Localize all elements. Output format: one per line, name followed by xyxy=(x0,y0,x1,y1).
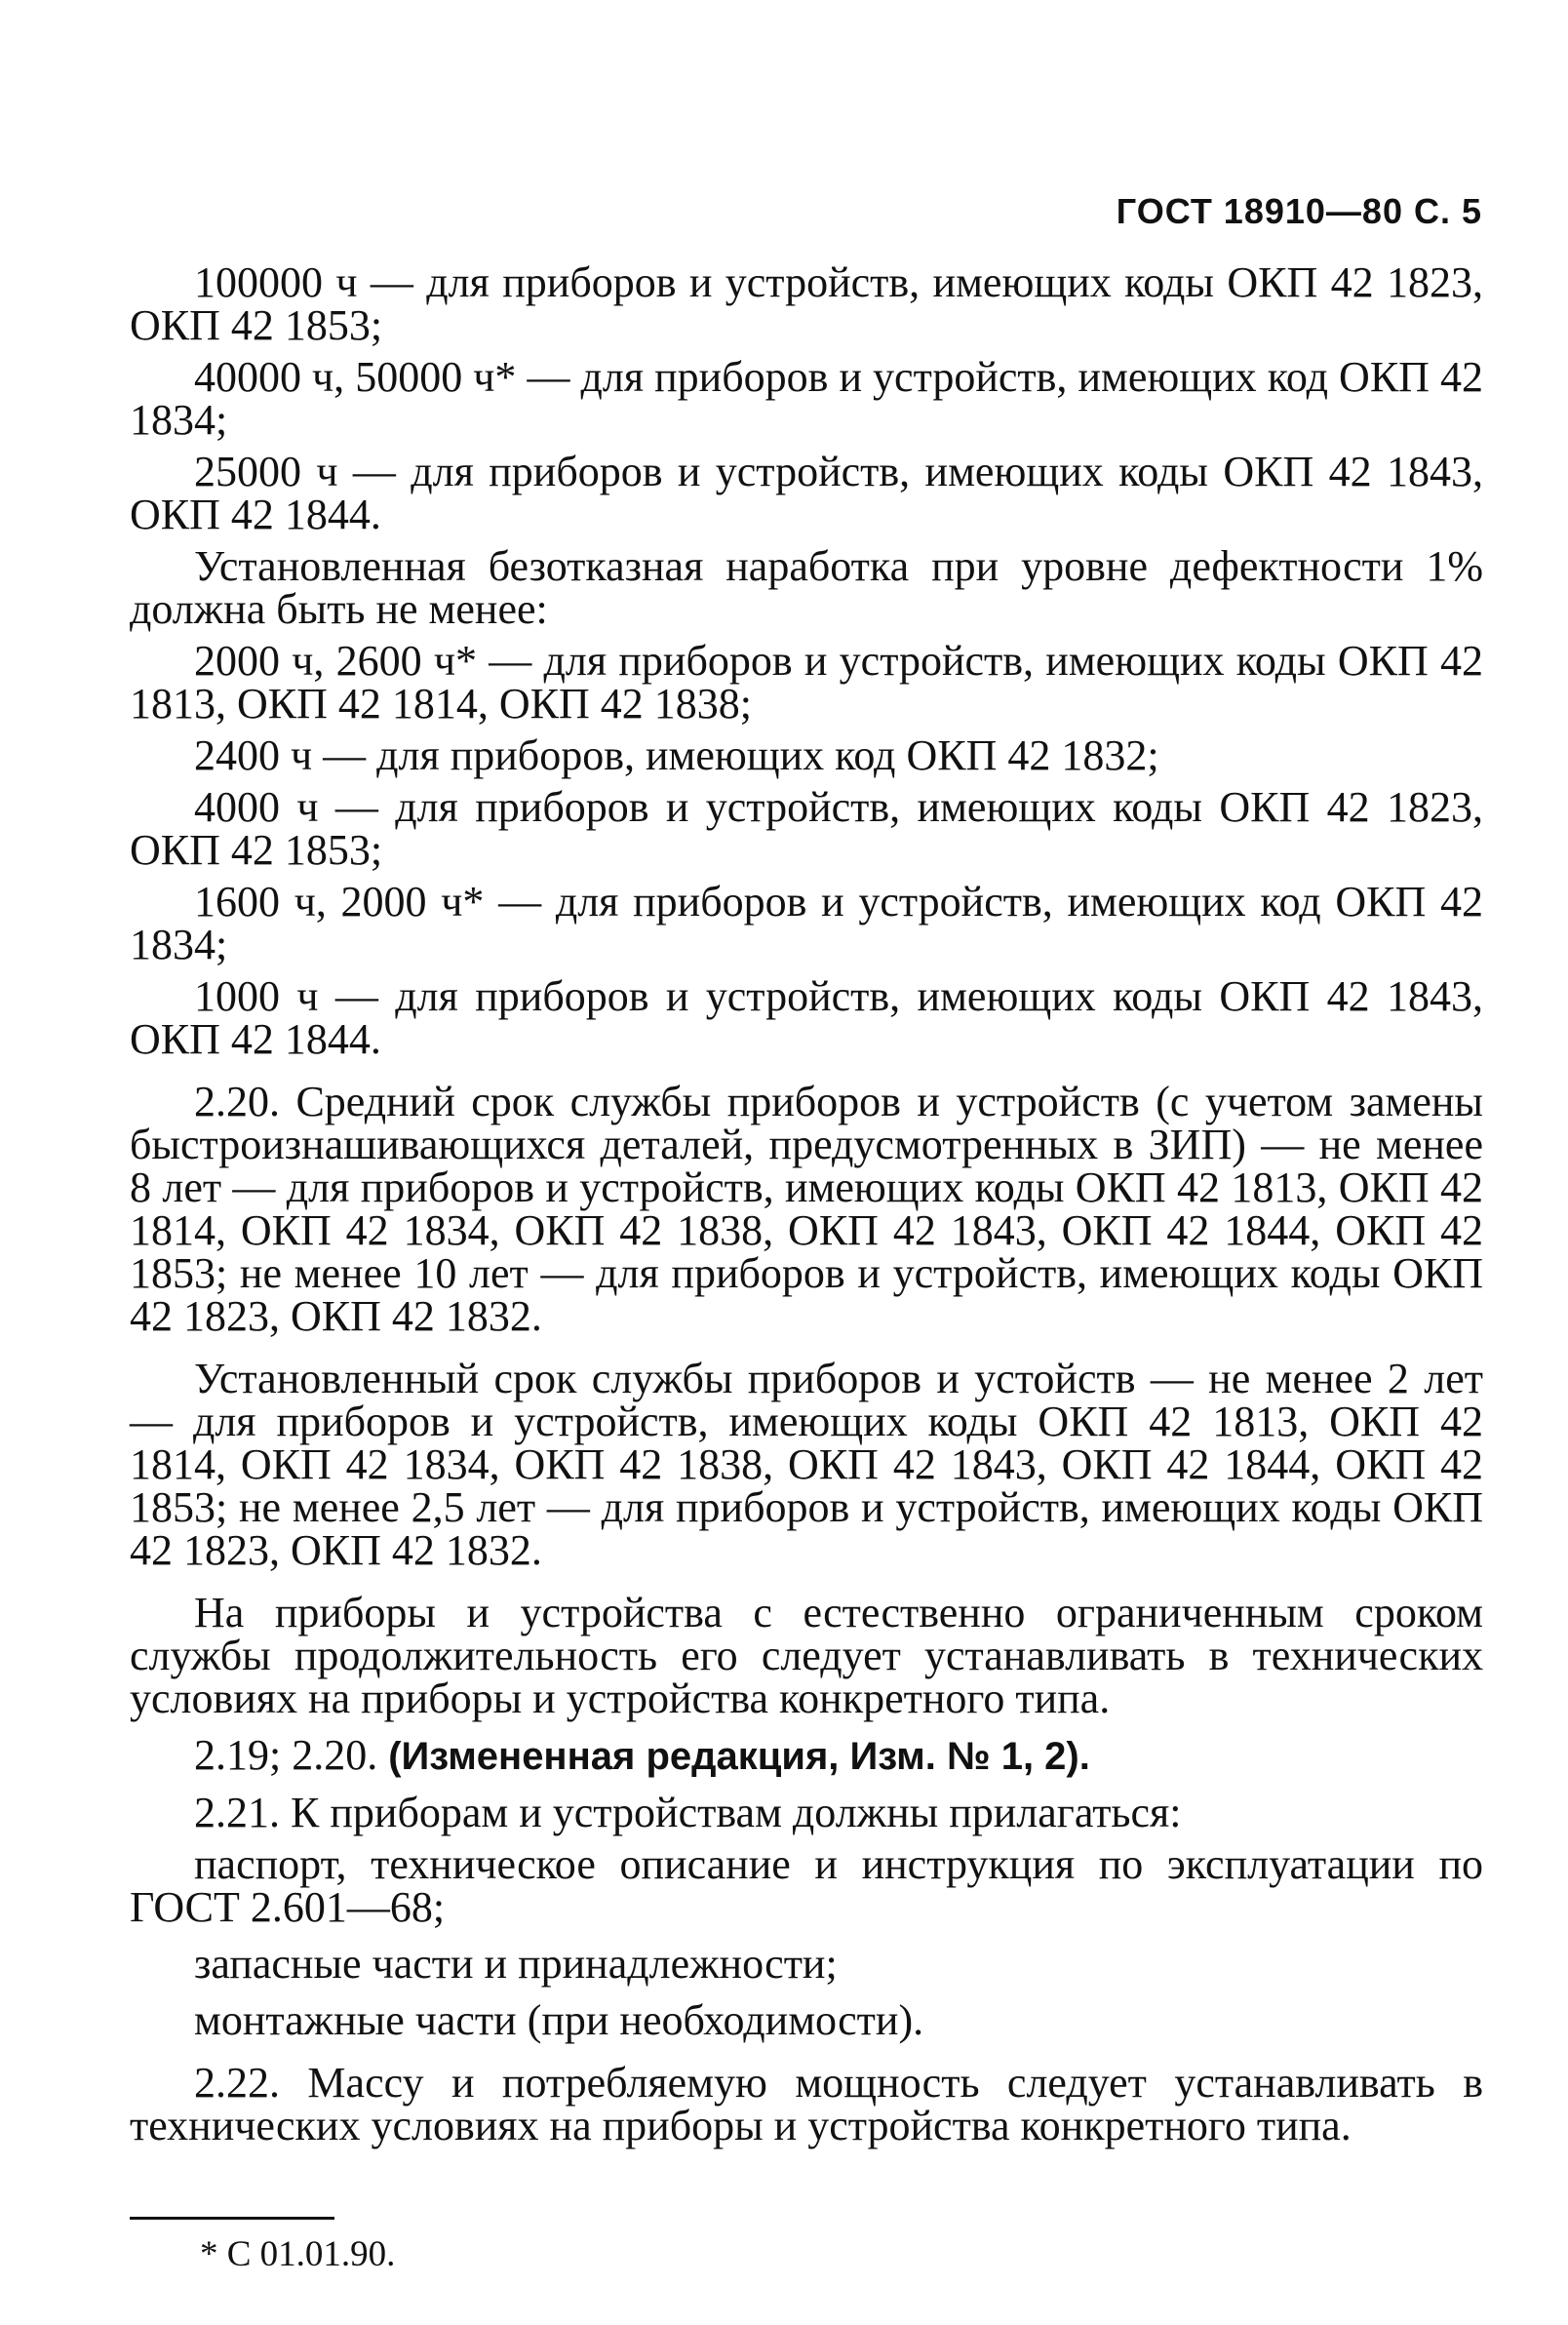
paragraph: Установленный срок службы приборов и устойств — не менее 2 лет — для приборов и устройств, имеющих коды ОКП 42 1813, ОКП 42 1814, ОКП 42 1834, ОКП 42 1838, ОКП 42 1843, ОКП 42 1844, ОКП 42 1853; не менее 2,5 лет — для приборов и устройств, имеющих коды ОКП 42 1823, ОКП 42 1832. xyxy=(130,1355,1483,1574)
amendment-prefix: 2.19; 2.20. xyxy=(194,1731,389,1779)
section-2-22: 2.22. Массу и потребляемую мощность следует устанавливать в технических условиях на приборы и устройства конкретного типа. xyxy=(130,2059,1483,2149)
paragraph: 2400 ч — для приборов, имеющих код ОКП 42 1832; xyxy=(194,731,1159,779)
amendment-text: (Измененная редакция, Изм. № 1, 2). xyxy=(388,1735,1090,1778)
list-item: монтажные части (при необходимости). xyxy=(194,1996,924,2044)
page-header: ГОСТ 18910—80 С. 5 xyxy=(1116,191,1482,231)
paragraph: 1000 ч — для приборов и устройств, имеющих коды ОКП 42 1843, ОКП 42 1844. xyxy=(130,972,1483,1063)
amendment-note xyxy=(130,1731,1483,1779)
paragraph: 25000 ч — для приборов и устройств, имеющих коды ОКП 42 1843, ОКП 42 1844. xyxy=(130,448,1483,538)
paragraph: Установленная безотказная наработка при уровне дефектности 1% должна быть не менее: xyxy=(130,542,1483,633)
paragraph: 2000 ч, 2600 ч* — для приборов и устройств, имеющих коды ОКП 42 1813, ОКП 42 1814, ОКП 42 1838; xyxy=(130,637,1483,728)
paragraph: 100000 ч — для приборов и устройств, имеющих коды ОКП 42 1823, ОКП 42 1853; xyxy=(130,258,1483,349)
section-2-21: 2.21. К приборам и устройствам должны прилагаться: xyxy=(194,1789,1182,1836)
paragraph: 40000 ч, 50000 ч* — для приборов и устройств, имеющих код ОКП 42 1834; xyxy=(130,353,1483,444)
list-item: паспорт, техническое описание и инструкция по эксплуатации по ГОСТ 2.601—68; xyxy=(130,1840,1483,1931)
footnote-divider xyxy=(130,2217,334,2220)
section-2-20: 2.20. Средний срок службы приборов и устройств (с учетом замены быстроизнашивающихся деталей, предусмотренных в ЗИП) — не менее 8 лет — для приборов и устройств, имеющих коды ОКП 42 1813, ОКП 42 1814, ОКП 42 1834, ОКП 42 1838, ОКП 42 1843, ОКП 42 1844, ОКП 42 1853; не менее 10 лет — для приборов и устройств, имеющих коды ОКП 42 1823, ОКП 42 1832. xyxy=(130,1078,1483,1340)
paragraph: 1600 ч, 2000 ч* — для приборов и устройств, имеющих код ОКП 42 1834; xyxy=(130,878,1483,968)
list-item: запасные части и принадлежности; xyxy=(194,1940,838,1988)
paragraph: На приборы и устройства с естественно ограниченным сроком службы продолжительность его следует устанавливать в технических условиях на приборы и устройства конкретного типа. xyxy=(130,1589,1483,1722)
footnote: * С 01.01.90. xyxy=(200,2234,396,2274)
paragraph: 4000 ч — для приборов и устройств, имеющих коды ОКП 42 1823, ОКП 42 1853; xyxy=(130,783,1483,874)
body-text xyxy=(130,258,1483,2156)
